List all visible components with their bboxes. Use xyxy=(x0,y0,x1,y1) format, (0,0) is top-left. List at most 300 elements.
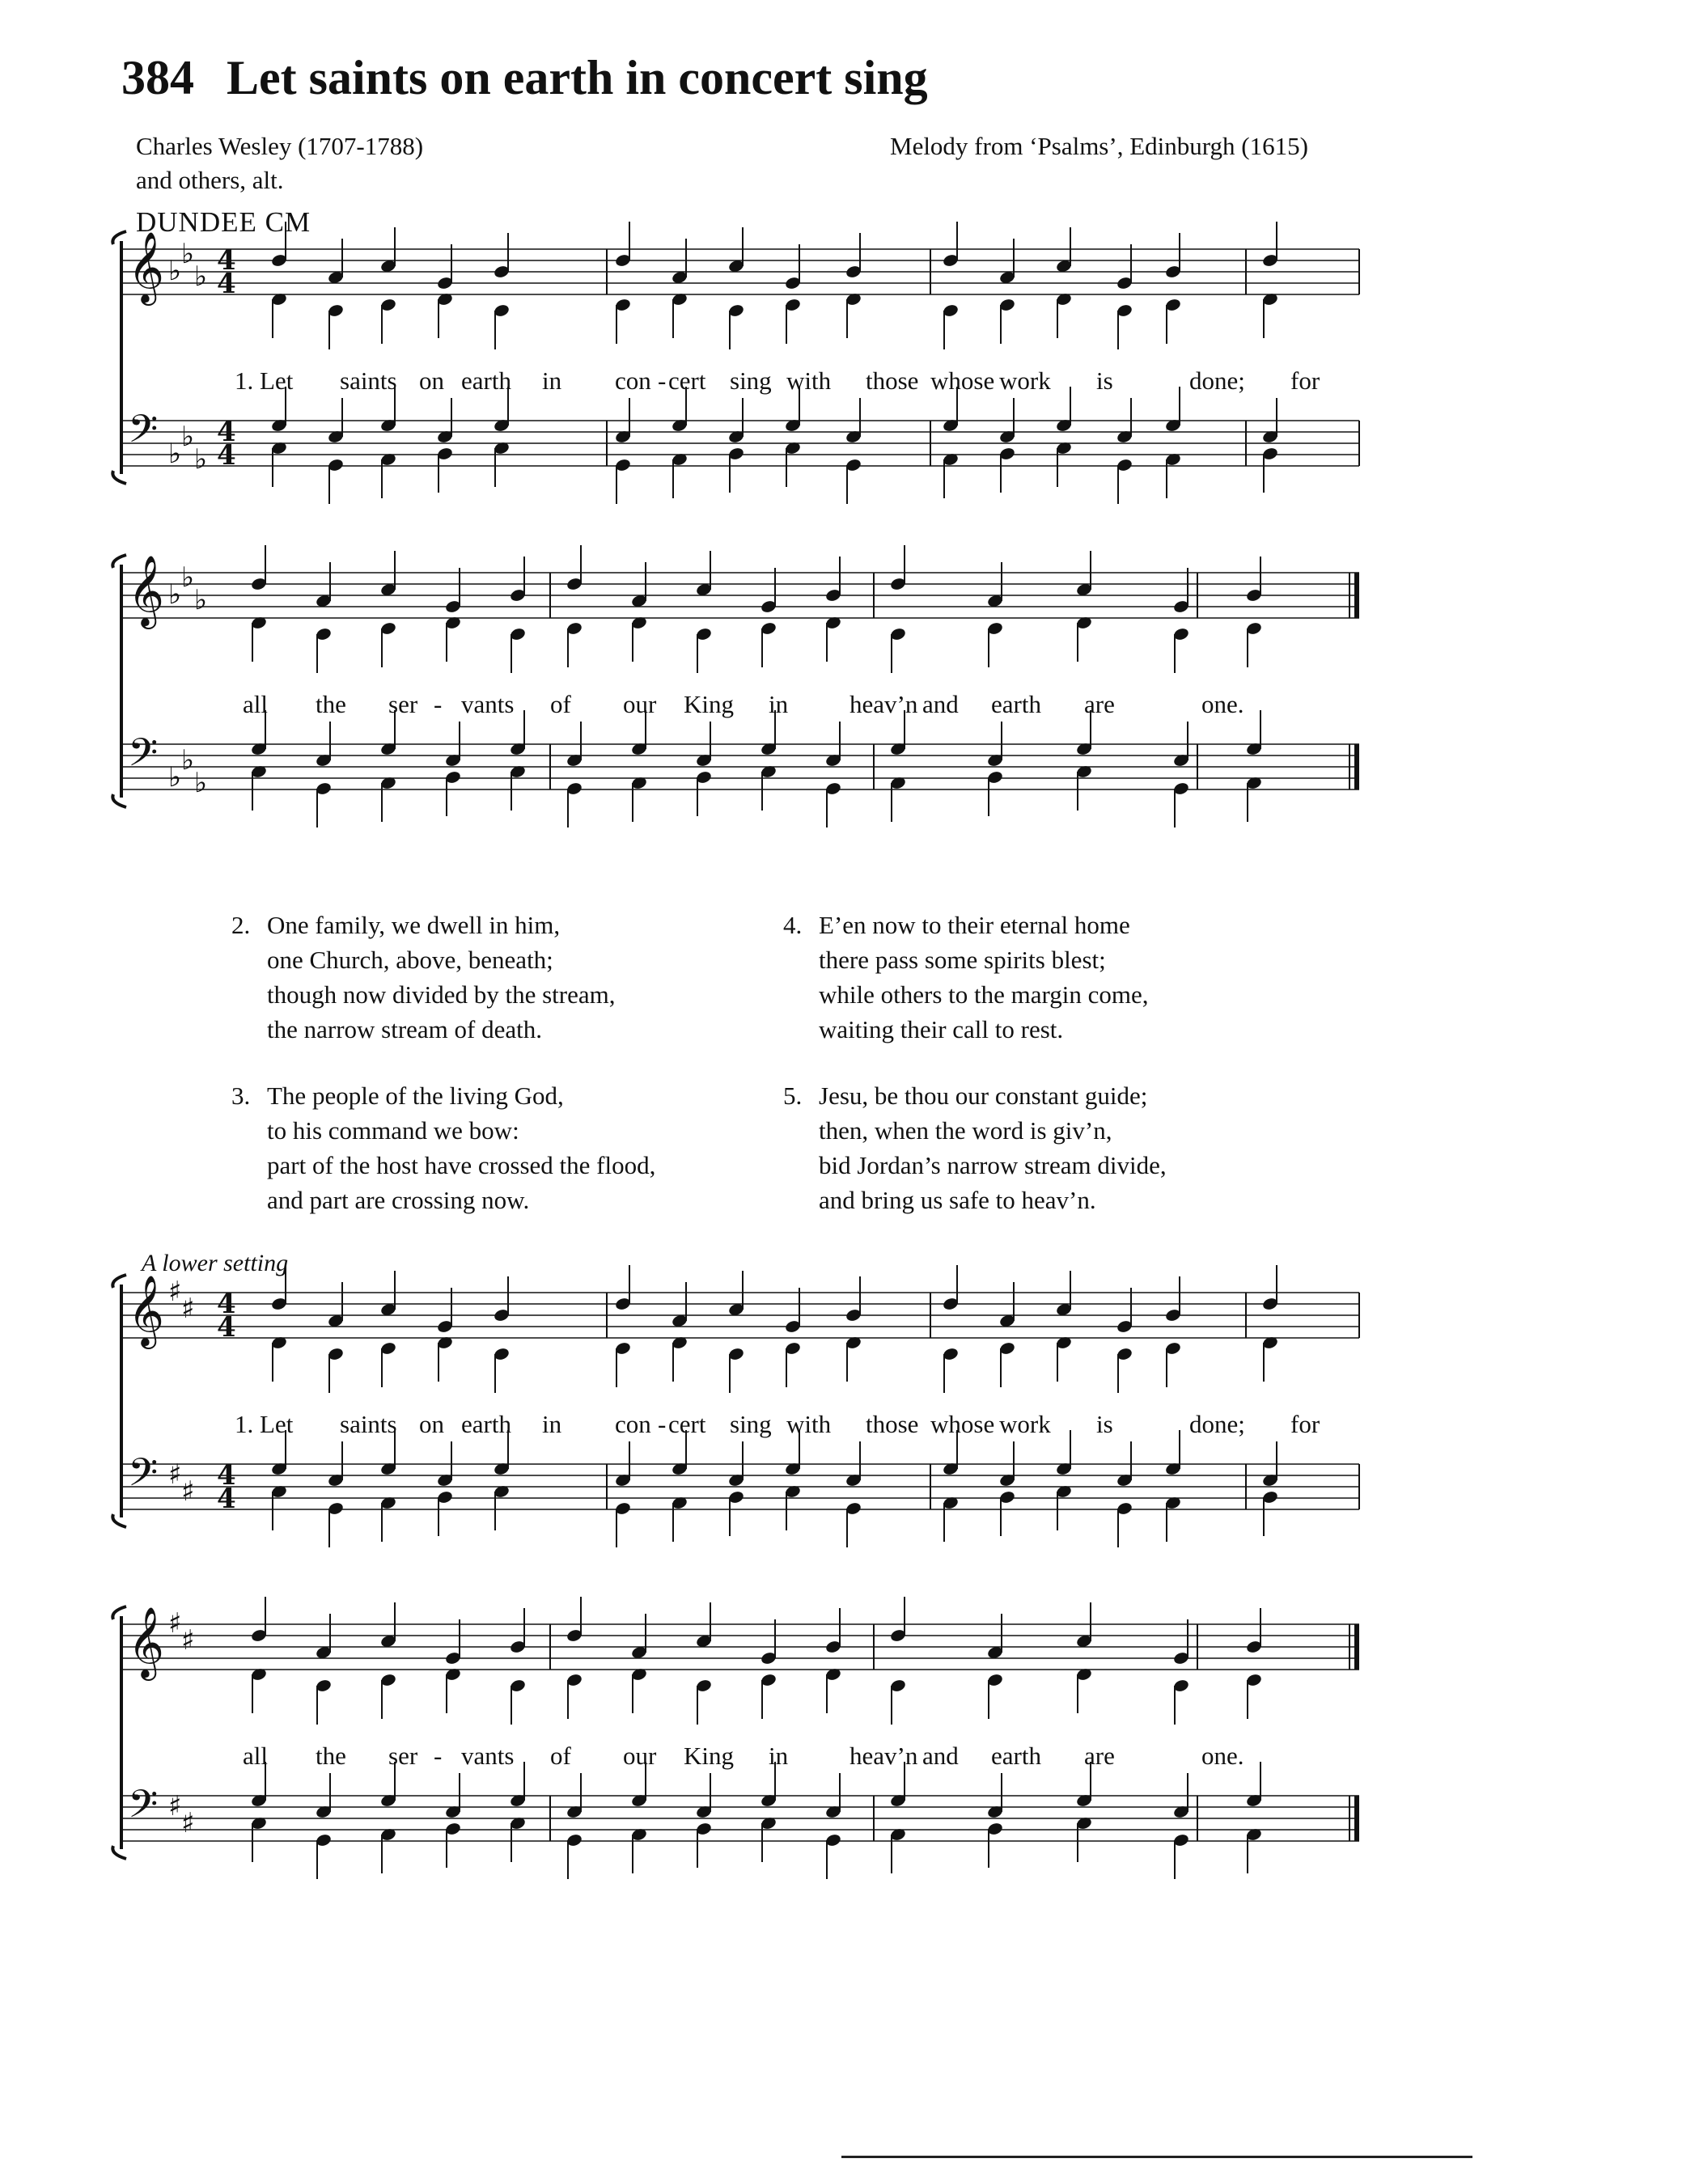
note xyxy=(1261,292,1278,338)
note xyxy=(315,1833,332,1879)
stanza-line: bid Jordan’s narrow stream divide, xyxy=(819,1151,1167,1179)
flat-sign: ♭ xyxy=(168,578,182,611)
note xyxy=(760,621,777,667)
time-signature: 4 xyxy=(217,244,236,277)
note xyxy=(784,298,801,344)
sharp-sign: ♯ xyxy=(168,1276,182,1308)
note xyxy=(614,1265,631,1311)
stanza-line: part of the host have crossed the flood, xyxy=(267,1151,656,1179)
note xyxy=(1116,1501,1133,1547)
note xyxy=(1116,1347,1133,1393)
note xyxy=(760,568,777,614)
sharp-sign: ♯ xyxy=(168,1607,182,1640)
note xyxy=(270,1484,287,1530)
note xyxy=(614,222,631,268)
lyric-syllable: vants xyxy=(461,1742,515,1770)
note xyxy=(1164,1276,1181,1323)
note xyxy=(566,1673,583,1719)
note xyxy=(444,770,461,816)
note xyxy=(444,1619,461,1666)
lyric-syllable: for xyxy=(1290,366,1320,395)
note xyxy=(942,303,959,349)
lyric-syllable: all xyxy=(243,690,268,718)
words-credit-line: Charles Wesley (1707-1788) xyxy=(136,132,424,160)
note xyxy=(1261,1265,1278,1311)
note xyxy=(1055,441,1072,487)
treble-staff xyxy=(121,573,1359,618)
note xyxy=(566,545,583,591)
note xyxy=(727,1271,744,1317)
note xyxy=(379,551,396,597)
note xyxy=(327,1282,344,1328)
stanza-2 xyxy=(231,908,616,1047)
note xyxy=(436,292,453,338)
lyric-syllable: on xyxy=(419,366,444,395)
lyric-syllable: in xyxy=(769,1742,789,1770)
note xyxy=(1075,616,1092,662)
sharp-sign: ♯ xyxy=(168,1458,182,1491)
note xyxy=(1075,1602,1092,1649)
note xyxy=(250,1597,267,1643)
lyric-syllable: whose xyxy=(930,366,995,395)
note xyxy=(845,292,862,338)
lyric-syllable: - xyxy=(434,1742,443,1770)
note xyxy=(379,776,396,822)
lyric-syllable: those xyxy=(866,1410,919,1438)
words-credit-line: and others, alt. xyxy=(136,165,284,194)
note xyxy=(250,545,267,591)
lyric-syllable: ser xyxy=(388,690,418,718)
note xyxy=(727,227,744,273)
note xyxy=(1164,1496,1181,1542)
note xyxy=(942,222,959,268)
note xyxy=(824,1608,841,1654)
lyric-syllable: 1. Let xyxy=(235,366,294,395)
lyric-syllable: saints xyxy=(340,1410,397,1438)
note xyxy=(436,447,453,493)
lyric-syllable: and xyxy=(922,1742,959,1770)
note xyxy=(270,441,287,487)
sharp-sign: ♯ xyxy=(181,1624,195,1657)
note xyxy=(327,303,344,349)
note xyxy=(270,292,287,338)
note xyxy=(727,447,744,493)
lyric-syllable: earth xyxy=(461,366,511,395)
note xyxy=(493,1347,510,1393)
note xyxy=(379,1827,396,1873)
note xyxy=(671,452,688,498)
stanza-line: E’en now to their eternal home xyxy=(819,911,1130,939)
lyric-syllable: one. xyxy=(1201,1742,1244,1770)
note xyxy=(986,1673,1003,1719)
note xyxy=(379,1602,396,1649)
lyric-syllable: of xyxy=(550,690,571,718)
note xyxy=(986,562,1003,608)
lyric-syllable: is xyxy=(1096,366,1113,395)
note xyxy=(824,1833,841,1879)
note xyxy=(379,1673,396,1719)
note xyxy=(1172,1833,1189,1879)
flat-sign: ♭ xyxy=(194,767,208,799)
note xyxy=(250,1816,267,1862)
note xyxy=(1172,1678,1189,1725)
note xyxy=(1261,1490,1278,1536)
note xyxy=(566,1597,583,1643)
note xyxy=(889,1827,906,1873)
lyric-syllable: done; xyxy=(1189,366,1245,395)
stanza-line: and part are crossing now. xyxy=(267,1186,530,1214)
time-signature: 4 xyxy=(217,1288,236,1320)
stanza-line: to his command we bow: xyxy=(267,1116,519,1145)
note xyxy=(315,781,332,827)
stanza-4 xyxy=(783,908,1149,1047)
stanza-line: The people of the living God, xyxy=(267,1081,564,1110)
note xyxy=(1075,1667,1092,1713)
note xyxy=(1245,1762,1262,1808)
note xyxy=(630,1827,647,1873)
note xyxy=(824,1667,841,1713)
note xyxy=(889,776,906,822)
stanza-line: while others to the margin come, xyxy=(819,980,1149,1009)
note xyxy=(379,298,396,344)
note xyxy=(630,562,647,608)
note xyxy=(889,545,906,591)
lyric-syllable: 1. Let xyxy=(235,1410,294,1438)
note xyxy=(509,1608,526,1654)
note xyxy=(695,1678,712,1725)
score-svg xyxy=(121,1606,1359,1909)
time-signature: 4 xyxy=(217,1483,236,1515)
note xyxy=(444,1667,461,1713)
lyric-syllable: heav’n xyxy=(850,1742,918,1770)
note xyxy=(493,1276,510,1323)
note xyxy=(845,233,862,279)
note xyxy=(509,627,526,673)
note xyxy=(1075,551,1092,597)
note xyxy=(444,1822,461,1868)
note xyxy=(845,1276,862,1323)
note xyxy=(379,227,396,273)
note xyxy=(1075,1816,1092,1862)
lyric-syllable: is xyxy=(1096,1410,1113,1438)
note xyxy=(379,1271,396,1317)
note xyxy=(695,770,712,816)
time-signature: 4 xyxy=(217,416,236,448)
note xyxy=(998,298,1015,344)
flat-sign: ♭ xyxy=(181,421,195,453)
flat-sign: ♭ xyxy=(194,584,208,616)
music-system xyxy=(121,231,1359,534)
lyric-syllable: sing xyxy=(730,366,772,395)
sharp-sign: ♯ xyxy=(181,1475,195,1508)
stanza-line: the narrow stream of death. xyxy=(267,1015,543,1043)
note xyxy=(436,1288,453,1334)
note xyxy=(1245,1827,1262,1873)
lyric-syllable: sing xyxy=(730,1410,772,1438)
sharp-sign: ♯ xyxy=(168,1790,182,1822)
note xyxy=(889,1597,906,1643)
note xyxy=(942,452,959,498)
note xyxy=(824,616,841,662)
lyric-syllable: done; xyxy=(1189,1410,1245,1438)
lyric-syllable: - xyxy=(434,690,443,718)
note xyxy=(493,233,510,279)
footer-rule xyxy=(841,2156,1472,2158)
note xyxy=(695,551,712,597)
note xyxy=(1164,233,1181,279)
stanza-line: one Church, above, beneath; xyxy=(267,946,553,974)
note xyxy=(727,1347,744,1393)
time-signature: 4 xyxy=(217,1459,236,1492)
note xyxy=(315,1678,332,1725)
time-signature: 4 xyxy=(217,439,236,472)
lyric-syllable: saints xyxy=(340,366,397,395)
note xyxy=(1164,1341,1181,1387)
note xyxy=(630,1667,647,1713)
note xyxy=(1164,452,1181,498)
note xyxy=(760,1816,777,1862)
note xyxy=(942,1265,959,1311)
lyric-syllable: whose xyxy=(930,1410,995,1438)
note xyxy=(250,616,267,662)
note xyxy=(1055,387,1072,433)
note xyxy=(327,458,344,504)
flat-sign: ♭ xyxy=(194,443,208,476)
note xyxy=(1245,1673,1262,1719)
bass-clef-icon: 𝄢 xyxy=(128,730,159,785)
note xyxy=(1261,222,1278,268)
note xyxy=(1261,447,1278,493)
note xyxy=(727,303,744,349)
note xyxy=(942,1347,959,1393)
time-signature: 4 xyxy=(217,268,236,300)
note xyxy=(695,1822,712,1868)
note xyxy=(493,303,510,349)
lyric-syllable: and xyxy=(922,690,959,718)
note xyxy=(845,1335,862,1382)
flat-sign: ♭ xyxy=(181,744,195,777)
note xyxy=(566,621,583,667)
stanza-5 xyxy=(783,1078,1167,1217)
note xyxy=(444,568,461,614)
time-signature: 4 xyxy=(217,1311,236,1344)
lyric-syllable: are xyxy=(1084,690,1115,718)
note xyxy=(1261,1335,1278,1382)
lyric-syllable: earth xyxy=(991,1742,1041,1770)
stanza-line: and bring us safe to heav’n. xyxy=(819,1186,1096,1214)
note xyxy=(1245,557,1262,603)
note xyxy=(986,621,1003,667)
note xyxy=(1055,227,1072,273)
note xyxy=(614,298,631,344)
sharp-sign: ♯ xyxy=(181,1807,195,1839)
treble-clef-icon: 𝄞 xyxy=(128,554,164,626)
treble-clef-icon: 𝄞 xyxy=(128,1606,164,1678)
sharp-sign: ♯ xyxy=(181,1293,195,1325)
note xyxy=(986,1614,1003,1660)
lyric-syllable: earth xyxy=(991,690,1041,718)
note xyxy=(614,458,631,504)
note xyxy=(493,1484,510,1530)
lyric-syllable: ser xyxy=(388,1742,418,1770)
flat-sign: ♭ xyxy=(181,561,195,594)
note xyxy=(509,764,526,811)
music-credit: Melody from ‘Psalms’, Edinburgh (1615) xyxy=(890,132,1308,160)
bass-staff xyxy=(121,744,1359,789)
note xyxy=(1055,1335,1072,1382)
flat-sign: ♭ xyxy=(168,438,182,470)
lyric-syllable: of xyxy=(550,1742,571,1770)
flat-sign: ♭ xyxy=(168,255,182,287)
note xyxy=(327,1501,344,1547)
note xyxy=(327,1347,344,1393)
note xyxy=(315,562,332,608)
bass-clef-icon: 𝄢 xyxy=(128,1781,159,1836)
note xyxy=(436,1335,453,1382)
note xyxy=(630,616,647,662)
note xyxy=(986,1822,1003,1868)
bass-clef-icon: 𝄢 xyxy=(128,1450,159,1505)
note xyxy=(845,1501,862,1547)
lyric-syllable: King xyxy=(684,690,734,718)
words-credit xyxy=(136,129,423,197)
stanza-line: then, when the word is giv’n, xyxy=(819,1116,1112,1145)
note xyxy=(509,557,526,603)
note xyxy=(1116,303,1133,349)
note xyxy=(998,1341,1015,1387)
note xyxy=(566,1833,583,1879)
bass-clef-icon: 𝄢 xyxy=(128,406,159,461)
lyric-syllable: one. xyxy=(1201,690,1244,718)
lyric-syllable: our xyxy=(623,1742,657,1770)
lyric-syllable: earth xyxy=(461,1410,511,1438)
bass-staff xyxy=(121,1796,1359,1841)
lyric-syllable: for xyxy=(1290,1410,1320,1438)
lyric-syllable: our xyxy=(623,690,657,718)
note xyxy=(998,447,1015,493)
note xyxy=(824,557,841,603)
note xyxy=(1245,1608,1262,1654)
note xyxy=(509,1678,526,1725)
music-system xyxy=(121,1606,1359,1909)
note xyxy=(270,1335,287,1382)
note xyxy=(1164,387,1181,433)
note xyxy=(509,1816,526,1862)
note xyxy=(1055,1430,1072,1476)
lyric-syllable: the xyxy=(316,690,346,718)
lyric-syllable: con xyxy=(615,366,651,395)
lyric-syllable: King xyxy=(684,1742,734,1770)
treble-clef-icon: 𝄞 xyxy=(128,1274,164,1346)
lyric-syllable: on xyxy=(419,1410,444,1438)
treble-staff xyxy=(121,1624,1359,1670)
note xyxy=(998,1282,1015,1328)
note xyxy=(1116,244,1133,290)
note xyxy=(444,616,461,662)
note xyxy=(1075,764,1092,811)
note xyxy=(727,1490,744,1536)
note xyxy=(784,441,801,487)
lyric-syllable: in xyxy=(542,1410,562,1438)
note xyxy=(315,1614,332,1660)
note xyxy=(845,458,862,504)
note xyxy=(493,441,510,487)
note xyxy=(986,770,1003,816)
note xyxy=(1164,298,1181,344)
note xyxy=(671,292,688,338)
note xyxy=(784,1484,801,1530)
note xyxy=(630,776,647,822)
stanza-number: 4. xyxy=(783,911,803,939)
note xyxy=(1055,292,1072,338)
hymn-number: 384 xyxy=(121,51,194,104)
flat-sign: ♭ xyxy=(181,238,195,270)
stanza-line: One family, we dwell in him, xyxy=(267,911,561,939)
note xyxy=(671,239,688,285)
note xyxy=(614,1501,631,1547)
note xyxy=(614,1341,631,1387)
lyric-syllable: - xyxy=(658,366,667,395)
note xyxy=(1164,1430,1181,1476)
note xyxy=(889,1678,906,1725)
lyric-syllable: heav’n xyxy=(850,690,918,718)
note xyxy=(1172,627,1189,673)
note xyxy=(436,244,453,290)
note xyxy=(942,1496,959,1542)
lyric-syllable: - xyxy=(658,1410,667,1438)
lyric-syllable: those xyxy=(866,366,919,395)
tune-name: DUNDEE CM xyxy=(136,206,311,238)
lyric-syllable: the xyxy=(316,1742,346,1770)
treble-clef-icon: 𝄞 xyxy=(128,231,164,303)
note xyxy=(1055,1271,1072,1317)
flat-sign: ♭ xyxy=(194,260,208,293)
note xyxy=(671,1282,688,1328)
note xyxy=(436,1490,453,1536)
note xyxy=(630,1614,647,1660)
note xyxy=(250,1667,267,1713)
note xyxy=(566,781,583,827)
stanza-number: 5. xyxy=(783,1081,803,1110)
note xyxy=(1172,1619,1189,1666)
note xyxy=(784,244,801,290)
note xyxy=(671,1335,688,1382)
note xyxy=(889,627,906,673)
note xyxy=(784,1341,801,1387)
note xyxy=(1172,568,1189,614)
lyric-syllable: all xyxy=(243,1742,268,1770)
lyric-syllable: work xyxy=(999,366,1051,395)
lower-setting-heading: A lower setting xyxy=(142,1250,289,1276)
note xyxy=(1116,458,1133,504)
stanza-line: waiting their call to rest. xyxy=(819,1015,1064,1043)
note xyxy=(760,764,777,811)
note xyxy=(760,1619,777,1666)
note xyxy=(379,452,396,498)
flat-sign: ♭ xyxy=(168,761,182,794)
note xyxy=(379,1496,396,1542)
hymn-title: Let saints on earth in concert sing xyxy=(227,51,928,104)
stanza-line: there pass some spirits blest; xyxy=(819,946,1106,974)
note xyxy=(998,1490,1015,1536)
note xyxy=(760,1673,777,1719)
stanza-3 xyxy=(231,1078,656,1217)
note xyxy=(250,764,267,811)
lyric-syllable: work xyxy=(999,1410,1051,1438)
note xyxy=(315,627,332,673)
lyric-syllable: with xyxy=(786,1410,832,1438)
stanza-line: Jesu, be thou our constant guide; xyxy=(819,1081,1148,1110)
